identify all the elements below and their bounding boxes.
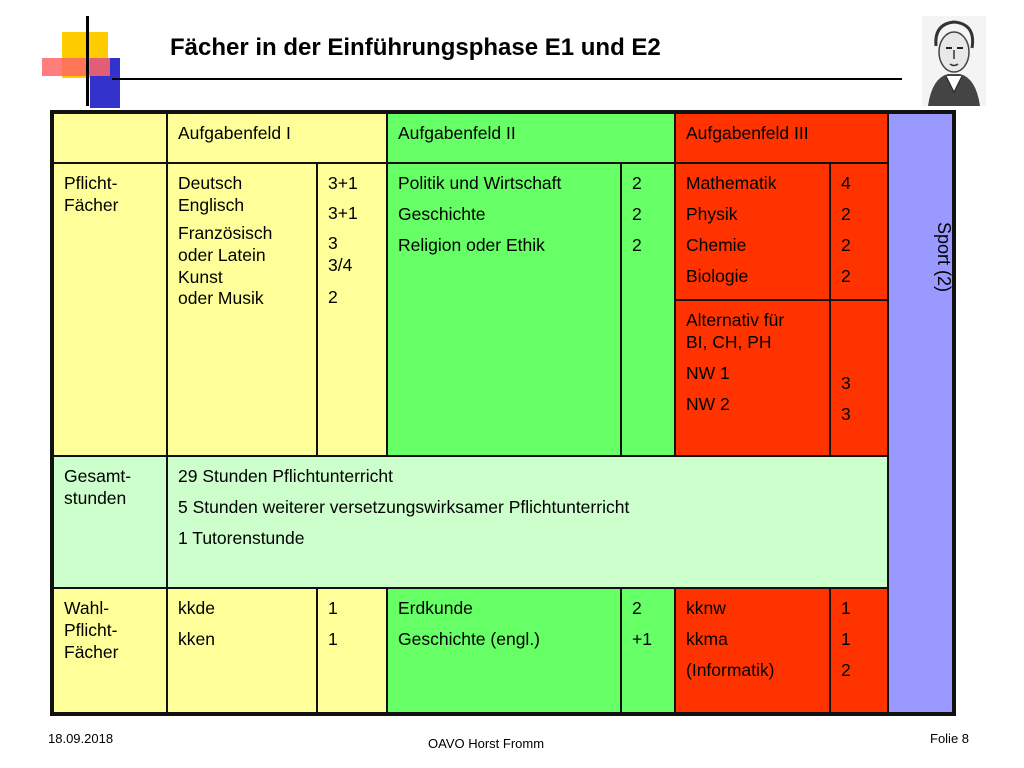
cell-text: 3 [841,403,851,424]
cell-text: Englisch [178,194,245,215]
logo-red-bar [42,58,110,76]
cell-text: Aufgabenfeld II [398,123,516,143]
cell-text: oder Musik [178,288,264,309]
cell-text: 1 [328,628,338,649]
cell-text: Erdkunde [398,598,473,618]
cell-text: kkde [178,598,215,618]
title-divider [112,78,902,80]
cell-text: Wahl- [64,598,110,618]
pflicht-af3-hours [830,163,888,300]
subject-table [50,110,956,716]
cell-text: 2 [328,286,338,307]
cell-text: 5 Stunden weiterer versetzungswirksamer Pflichtunterricht [178,496,630,517]
cell-text: Geschichte [398,203,486,224]
footer-author: OAVO Horst Fromm [428,736,545,751]
cell-text: Physik [686,203,738,224]
header-corner-cell [53,113,167,163]
cell-text: 1 [841,628,851,649]
pflicht-af2-hours [621,163,675,456]
wahl-af1-subjects [167,588,317,713]
cell-text: Chemie [686,234,747,255]
cell-text: 3+1 [328,202,358,223]
row-label-wahlpflicht [53,588,167,713]
sport-label: Sport (2) [934,222,954,293]
row-label-gesamtstunden [53,456,167,588]
portrait-image [922,16,986,106]
cell-text: Geschichte (engl.) [398,628,541,649]
cell-text: Deutsch [178,173,243,193]
header-aufgabenfeld-2 [387,113,675,163]
cell-text: kken [178,628,215,649]
alternative-hours [830,300,888,456]
cell-text: Aufgabenfeld I [178,123,291,143]
cell-text: 3 [841,373,851,393]
cell-text: +1 [632,628,652,649]
wahl-af1-hours [317,588,387,713]
cell-text: 1 [328,598,338,618]
cell-text: NW 1 [686,362,730,383]
cell-text: Religion oder Ethik [398,234,545,255]
page-title: Fächer in der Einführungsphase E1 und E2 [170,34,661,61]
cell-text: Fächer [64,194,119,215]
cell-text: Gesamt- [64,466,132,486]
wahl-af3-subjects [675,588,830,713]
cell-text: kknw [686,598,726,618]
cell-text: 2 [632,173,642,193]
cell-text: 3 [328,232,338,253]
cell-text: Pflicht- [64,619,118,640]
cell-text: Politik und Wirtschaft [398,173,562,193]
cell-text: stunden [64,487,127,508]
footer-date: 18.09.2018 [48,731,114,746]
cell-text: 2 [632,234,642,255]
cell-text: Aufgabenfeld III [686,123,809,143]
cell-text: 2 [841,234,851,255]
cell-text: 1 Tutorenstunde [178,527,305,548]
cell-text: 4 [841,173,851,193]
cell-text: 1 [841,598,851,618]
header-aufgabenfeld-1 [167,113,387,163]
cell-text: 3+1 [328,173,358,193]
cell-text: 29 Stunden Pflichtunterricht [178,466,393,486]
pflicht-af1-subjects [167,163,317,456]
cell-text: Französisch [178,222,273,243]
cell-text: Pflicht- [64,173,118,193]
cell-text: Mathematik [686,173,777,193]
cell-text: BI, CH, PH [686,331,772,352]
cell-text: Alternativ für [686,310,785,330]
logo-vertical-line [86,16,89,106]
cell-text: (Informatik) [686,659,775,680]
alternative-subjects [675,300,830,456]
gesamtstunden-summary [167,456,888,588]
wahl-af3-hours [830,588,888,713]
footer-slide-number: Folie 8 [930,731,970,746]
cell-text: 2 [841,265,851,286]
sport-column [888,113,953,713]
cell-text: NW 2 [686,393,730,414]
wahl-af2-subjects [387,588,621,713]
wahl-af2-hours [621,588,675,713]
cell-text: 3/4 [328,254,353,275]
cell-text: 2 [632,203,642,224]
pflicht-af1-hours [317,163,387,456]
cell-text: 2 [632,598,642,618]
pflicht-af3-subjects [675,163,830,300]
row-label-pflicht [53,163,167,456]
pflicht-af2-subjects [387,163,621,456]
header-aufgabenfeld-3 [675,113,888,163]
cell-text: kkma [686,628,728,649]
cell-text: 2 [841,203,851,224]
cell-text: Kunst [178,266,223,287]
cell-text: oder Latein [178,244,266,265]
cell-text: Biologie [686,265,749,286]
cell-text: Fächer [64,641,119,662]
cell-text: 2 [841,659,851,680]
